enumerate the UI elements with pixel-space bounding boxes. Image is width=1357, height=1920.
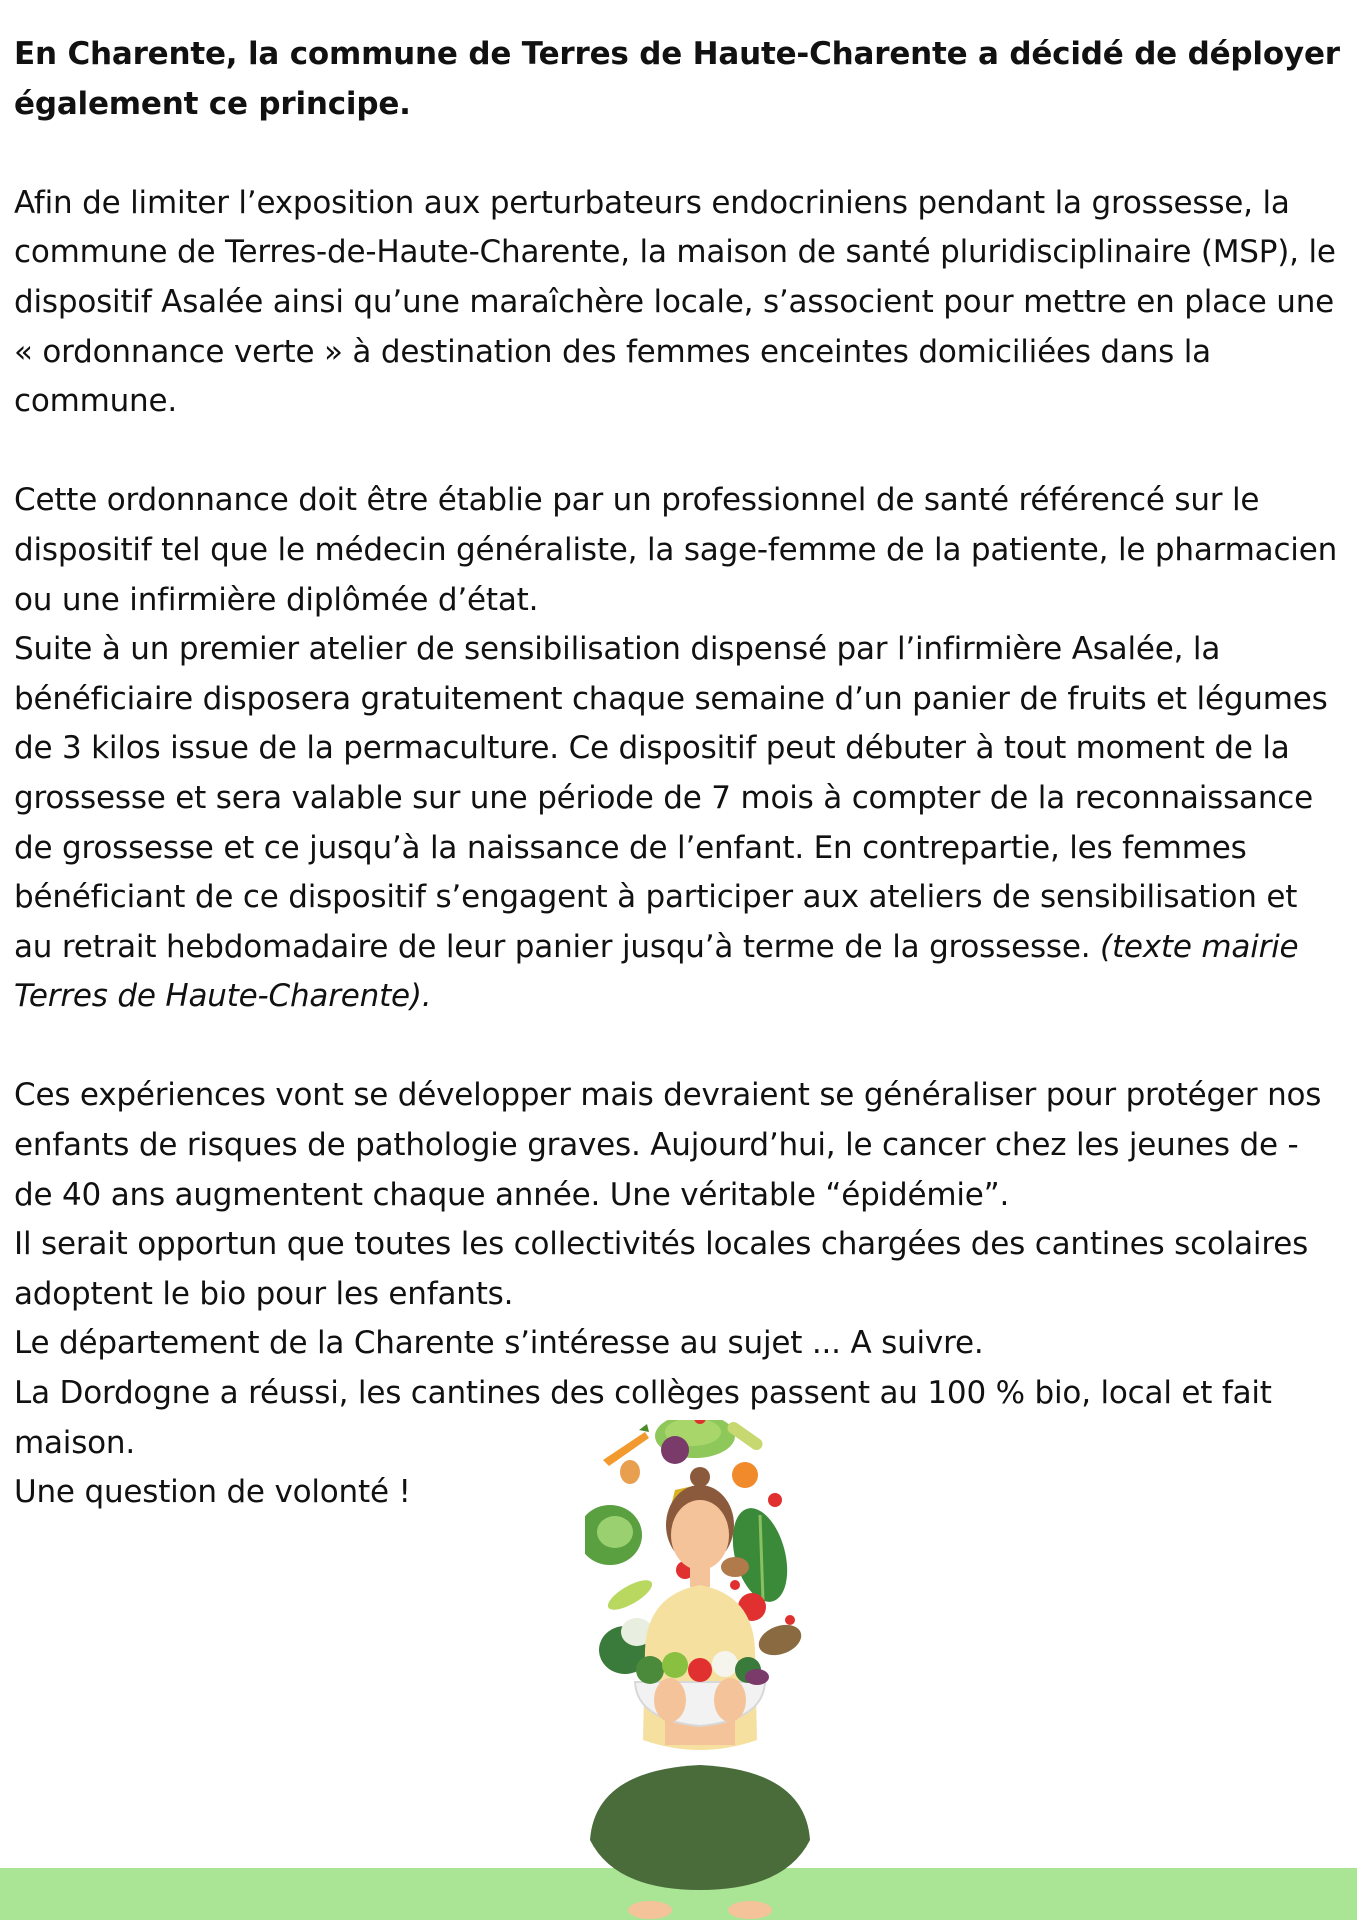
paragraph-prescription: Cette ordonnance doit être établie par un professionnel de santé référencé sur le dispositif tel que le médecin généraliste, la sage-femme de la patiente, le pharmacien ou une infirmière diplômée d’état.	[14, 482, 1338, 618]
article	[14, 30, 1344, 1518]
paragraph-charente: Le département de la Charente s’intéresse au sujet ... A suivre.	[14, 1325, 984, 1362]
paragraph-conclusion: Une question de volonté !	[14, 1474, 411, 1511]
paragraph-dispositif-text: Suite à un premier atelier de sensibilisation dispensé par l’infirmière Asalée, la bénéficiaire disposera gratuitement chaque semaine d’un panier de fruits et légumes de 3 kilos issue de la permaculture. Ce dispositif peut débuter à tout moment de la grossesse et sera valable sur une période de 7 mois à compter de la reconnaissance de grossesse et ce jusqu’à la naissance de l’enfant. En contrepartie, les femmes bénéficiant de ce dispositif s’engagent à participer aux ateliers de sensibilisation et au retrait hebdomadaire de leur panier jusqu’à terme de la grossesse.	[14, 631, 1328, 965]
paragraph-experiences: Ces expériences vont se développer mais devraient se généraliser pour protéger nos enfants de risques de pathologie graves. Aujourd’hui, le cancer chez les jeunes de - de 40 ans augmentent chaque année. Une véritable “épidémie”.	[14, 1077, 1322, 1213]
citation: (texte mairie Terres de Haute-Charente).	[14, 928, 1299, 1015]
paragraph-dordogne: La Dordogne a réussi, les cantines des collèges passent au 100 % bio, local et fait maison.	[14, 1375, 1272, 1461]
meditating-woman-vegetables-icon	[585, 1420, 915, 1920]
paragraph-dispositif	[14, 625, 1344, 1022]
article-heading: En Charente, la commune de Terres de Haute-Charente a décidé de déployer également ce principe.	[14, 36, 1340, 122]
paragraph-ordonnance-verte: Afin de limiter l’exposition aux perturbateurs endocriniens pendant la grossesse, la commune de Terres-de-Haute-Charente, la maison de santé pluridisciplinaire (MSP), le dispositif Asalée ainsi qu’une maraîchère locale, s’associent pour mettre en place une « ordonnance verte » à destination des femmes enceintes domiciliées dans la commune.	[14, 184, 1336, 420]
paragraph-collectivites: Il serait opportun que toutes les collectivités locales chargées des cantines scolaires adoptent le bio pour les enfants.	[14, 1226, 1309, 1312]
